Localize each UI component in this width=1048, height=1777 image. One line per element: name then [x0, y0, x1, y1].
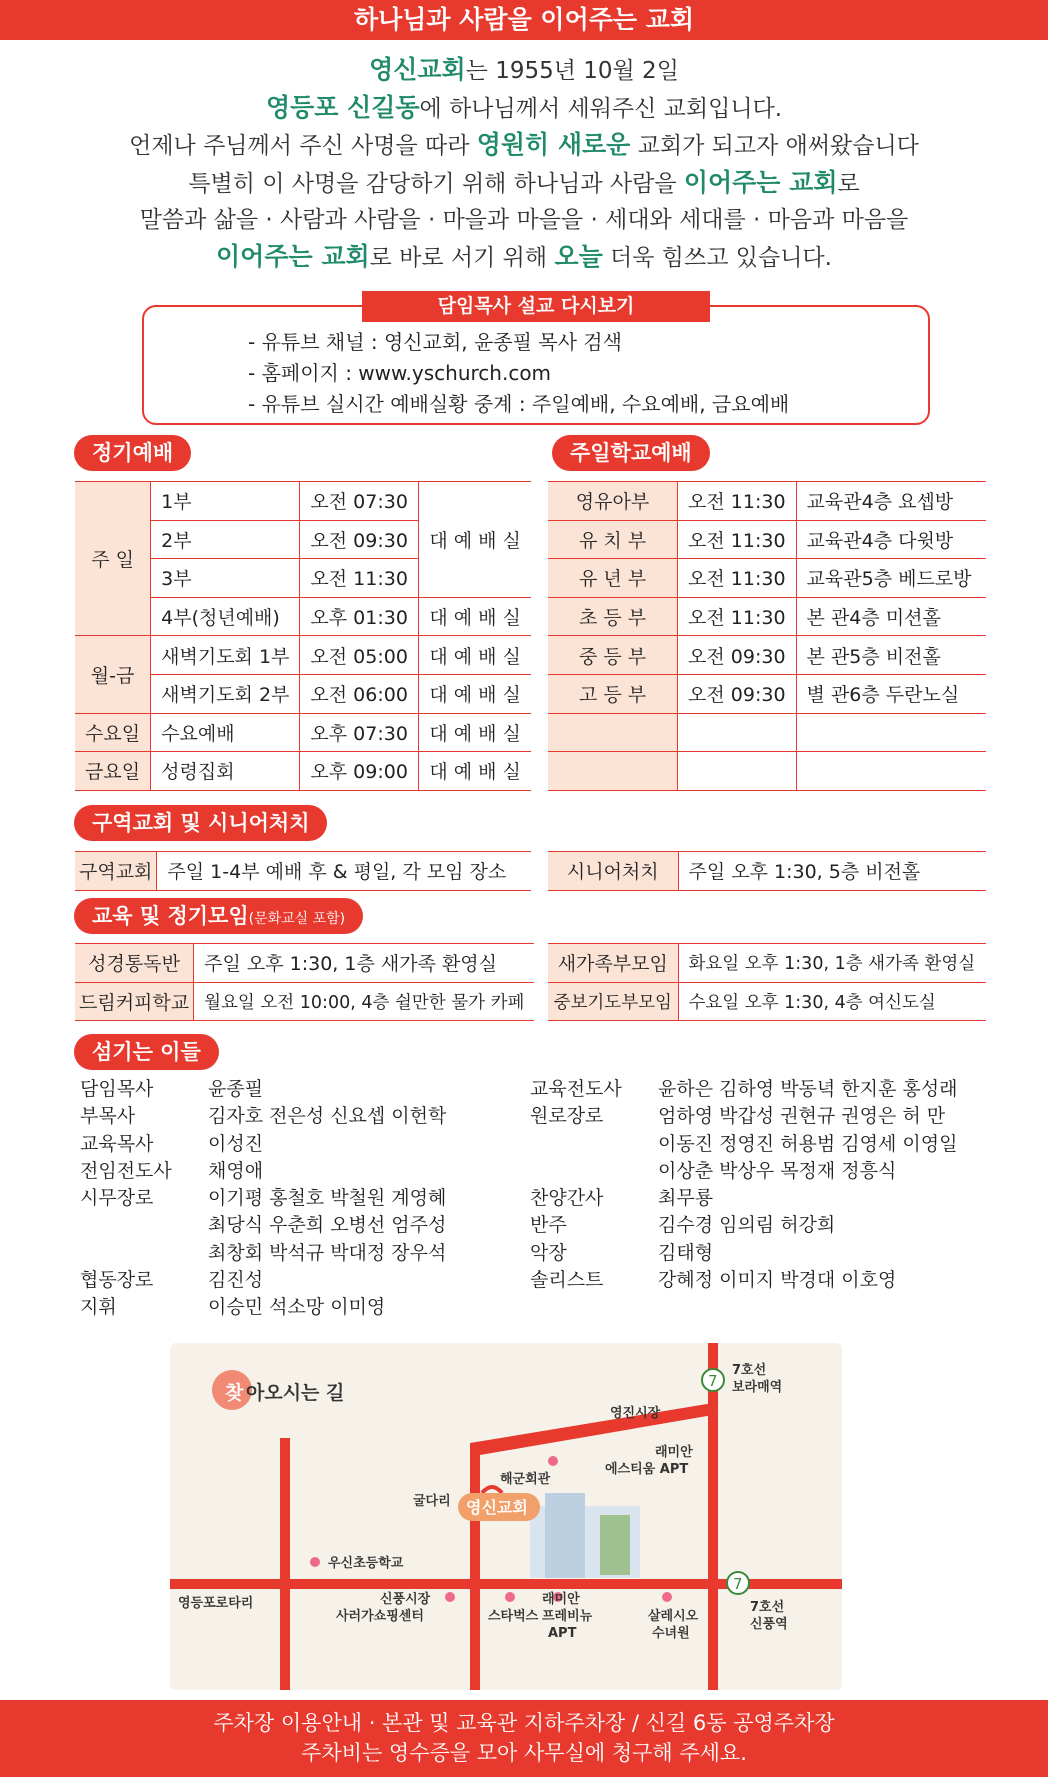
empty-cell: [796, 713, 986, 752]
education-right-table: [548, 943, 986, 1021]
service-name: 새벽기도회 2부: [151, 674, 300, 713]
staff-left: 담임목사 윤종필 부목사 김자호 전은성 신요셉 이헌학 교육목사 이성진 전임전도사 채영애 시무장로 이기평 홍철호 박철원 계영혜 최당식 우춘희 오병선 엄주성 최창회 박석규 박대정 장우석 협동장로 김진성 지휘 이승민 석소망 이미영: [80, 1078, 447, 1319]
line-mark: 7: [708, 1372, 718, 1390]
church-label: 영신교회: [466, 1498, 528, 1517]
edu-category: 중보기도부모임: [548, 982, 678, 1021]
service-place: 대 예 배 실: [419, 752, 531, 791]
district-desc: 주일 1-4부 예배 후 & 평일, 각 모임 장소: [157, 852, 531, 891]
dept-name: 초 등 부: [548, 597, 678, 636]
sermon-title: 담임목사 설교 다시보기: [362, 291, 710, 322]
map-label: 수녀원: [652, 1626, 690, 1641]
map-title: 아오시는 길: [246, 1382, 345, 1404]
dept-time: 오전 11:30: [678, 482, 797, 521]
map-label: 굴다리: [413, 1494, 451, 1509]
church-name: 영신교회: [369, 55, 466, 84]
parking-line-2: 주차비는 영수증을 모아 사무실에 청구해 주세요.: [301, 1741, 747, 1765]
weekday-category: 월-금: [75, 636, 151, 713]
sunday-category: 주 일: [75, 482, 151, 636]
pin-icon: [662, 1592, 672, 1602]
dept-time: 오전 09:30: [678, 674, 797, 713]
empty-cell: [678, 752, 797, 791]
regular-worship-title: 정기예배: [74, 435, 191, 471]
map-title-first: 찾: [225, 1382, 244, 1404]
map-label: 영등포로타리: [178, 1596, 254, 1611]
sermon-lines: [248, 327, 789, 420]
empty-cell: [548, 713, 678, 752]
dept-place: 교육관5층 베드로방: [796, 559, 986, 598]
sunday-school-table: [548, 481, 986, 791]
line-mark: 7: [733, 1575, 743, 1593]
edu-desc: 화요일 오후 1:30, 1층 새가족 환영실: [678, 944, 986, 983]
dept-name: 중 등 부: [548, 636, 678, 675]
map-label: 영진시장: [610, 1406, 661, 1421]
district-category: 구역교회: [75, 852, 157, 891]
service-place: 대 예 배 실: [419, 597, 531, 636]
edu-category: 드림커피학교: [75, 982, 194, 1021]
sermon-live: - 유튜브 실시간 예배실황 중계 : 주일예배, 수요예배, 금요예배: [248, 392, 790, 416]
pin-icon: [445, 1592, 455, 1602]
edu-category: 새가족부모임: [548, 944, 678, 983]
district-title: 구역교회 및 시니어처치: [74, 805, 327, 841]
pin-icon: [310, 1557, 320, 1567]
map-label: 살레시오: [648, 1609, 699, 1624]
service-time: 오전 07:30: [300, 482, 419, 521]
map-label: 래미안: [655, 1445, 693, 1460]
edu-desc: 월요일 오전 10:00, 4층 쉴만한 물가 카페: [194, 982, 535, 1021]
service-name: 3부: [151, 559, 300, 598]
parking-info: [0, 1700, 1048, 1777]
map-label: 사러가쇼핑센터: [336, 1609, 424, 1624]
staff-title: 섬기는 이들: [74, 1034, 219, 1070]
pin-icon: [548, 1456, 558, 1466]
service-time: 오전 11:30: [300, 559, 419, 598]
map-label: 래미안: [542, 1592, 580, 1607]
sunday-school-title: 주일학교예배: [552, 435, 710, 471]
dept-name: 영유아부: [548, 482, 678, 521]
service-time: 오후 07:30: [300, 713, 419, 752]
regular-worship-table: [75, 481, 531, 791]
map-label: 우신초등학교: [328, 1556, 404, 1571]
road: [470, 1443, 480, 1690]
edu-desc: 수요일 오후 1:30, 4층 여신도실: [678, 982, 986, 1021]
friday-category: 금요일: [75, 752, 151, 791]
dept-place: 본 관5층 비전홀: [796, 636, 986, 675]
road: [708, 1343, 718, 1690]
dept-time: 오전 11:30: [678, 559, 797, 598]
parking-line-1: 주차장 이용안내 · 본관 및 교육관 지하주차장 / 신길 6동 공영주차장: [213, 1711, 835, 1735]
service-place: 대 예 배 실: [419, 482, 531, 598]
service-name: 1부: [151, 482, 300, 521]
education-left-table: [75, 943, 534, 1021]
map-label: 해군회관: [500, 1472, 551, 1487]
road: [280, 1438, 290, 1690]
map-label: 신풍시장: [380, 1592, 431, 1607]
staff-right: 교육전도사 윤하은 김하영 박동녁 한지훈 홍성래 원로장로 엄하영 박갑성 권현규 권영은 허 만 이동진 정영진 허용범 김영세 이영일 이상춘 박상우 목정재 정흥식 찬양간사 최무룡 반주 김수경 임의림 허강희 악장 김태형 솔리스트 강혜정 이미지 박경대 이호영: [530, 1078, 958, 1292]
service-time: 오후 09:00: [300, 752, 419, 791]
map-label: 프레비뉴: [542, 1609, 593, 1624]
service-time: 오후 01:30: [300, 597, 419, 636]
senior-table: [548, 851, 986, 891]
map-label: 에스티움 APT: [605, 1462, 689, 1477]
sermon-youtube: - 유튜브 채널 : 영신교회, 윤종필 목사 검색: [248, 330, 622, 354]
location-highlight: 영등포 신길동: [265, 92, 420, 122]
header-title: 하나님과 사람을 이어주는 교회: [0, 0, 1048, 40]
edu-desc: 주일 오후 1:30, 1층 새가족 환영실: [194, 944, 535, 983]
dept-place: 본 관4층 미션홀: [796, 597, 986, 636]
dept-name: 유 치 부: [548, 520, 678, 559]
map-label: APT: [548, 1626, 577, 1641]
church-building: [600, 1515, 630, 1575]
service-name: 4부(청년예배): [151, 597, 300, 636]
dept-place: 별 관6층 두란노실: [796, 674, 986, 713]
education-title: 교육 및 정기모임(문화교실 포함): [74, 898, 363, 934]
district-table: [75, 851, 531, 891]
empty-cell: [796, 752, 986, 791]
sermon-homepage[interactable]: - 홈페이지 : www.yschurch.com: [248, 361, 552, 385]
dept-time: 오전 11:30: [678, 597, 797, 636]
church-building: [545, 1493, 585, 1578]
dept-time: 오전 09:30: [678, 636, 797, 675]
map-label: 7호선: [750, 1600, 785, 1615]
map-label: 보라매역: [732, 1380, 783, 1395]
service-name: 새벽기도회 1부: [151, 636, 300, 675]
service-place: 대 예 배 실: [419, 674, 531, 713]
empty-cell: [548, 752, 678, 791]
dept-time: 오전 11:30: [678, 520, 797, 559]
directions-map: [170, 1343, 842, 1690]
dept-place: 교육관4층 다윗방: [796, 520, 986, 559]
service-time: 오전 09:30: [300, 520, 419, 559]
empty-cell: [678, 713, 797, 752]
service-time: 오전 05:00: [300, 636, 419, 675]
senior-desc: 주일 오후 1:30, 5층 비전홀: [678, 852, 986, 891]
service-place: 대 예 배 실: [419, 713, 531, 752]
service-name: 2부: [151, 520, 300, 559]
intro-text: 영신교회는 1955년 10월 2일 영등포 신길동에 하나님께서 세워주신 교회입니다. 언제나 주님께서 주신 사명을 따라 영원히 새로운 교회가 되고자 애써왔습니다 특별히 이 사명을 감당하기 위해 하나님과 사람을 이어주는 교회로 말씀과 삶을 · 사람과 사람을 · 마을과 마을을 · 세대와 세대를 · 마음과 마음을 이어주는 교회로 바로 서기 위해 오늘 더욱 힘쓰고 있습니다.: [129, 55, 919, 271]
church-arch: [482, 1487, 502, 1493]
pin-icon: [505, 1592, 515, 1602]
dept-name: 고 등 부: [548, 674, 678, 713]
map-label: 7호선: [732, 1363, 767, 1378]
service-name: 수요예배: [151, 713, 300, 752]
map-label: 신풍역: [750, 1617, 788, 1632]
service-time: 오전 06:00: [300, 674, 419, 713]
edu-category: 성경통독반: [75, 944, 194, 983]
wednesday-category: 수요일: [75, 713, 151, 752]
dept-name: 유 년 부: [548, 559, 678, 598]
service-name: 성령집회: [151, 752, 300, 791]
service-place: 대 예 배 실: [419, 636, 531, 675]
map-label: 스타벅스: [488, 1609, 539, 1624]
senior-category: 시니어처치: [548, 852, 678, 891]
dept-place: 교육관4층 요셉방: [796, 482, 986, 521]
